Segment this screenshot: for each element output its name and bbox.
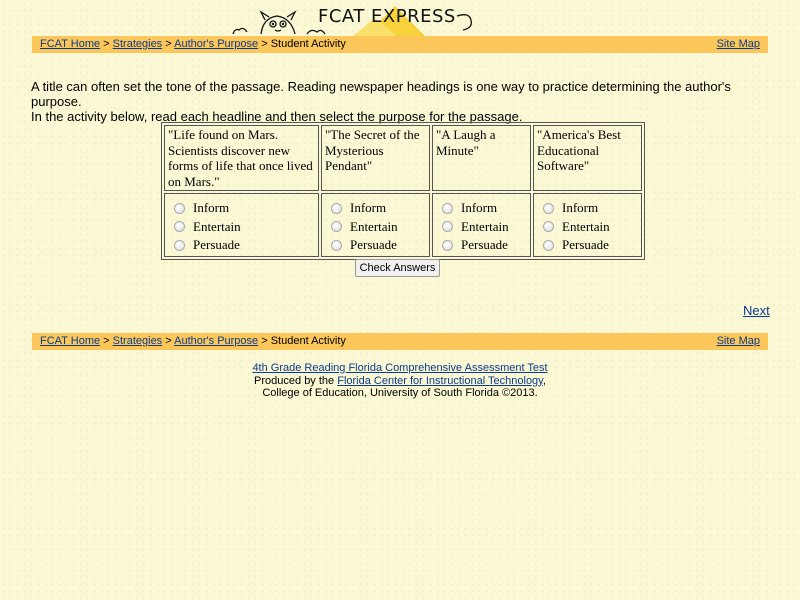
headline-cell-2: "The Secret of the Mysterious Pendant" [321,125,430,191]
option-entertain-1[interactable] [168,218,315,237]
headline-cell-3: "A Laugh a Minute" [432,125,531,191]
option-persuade-3[interactable] [436,236,527,255]
radio-button[interactable] [442,221,453,232]
breadcrumb-separator: > [165,335,175,347]
option-label: Persuade [461,237,508,253]
option-inform-1[interactable] [168,199,315,218]
breadcrumb [40,36,346,53]
radio-button[interactable] [543,203,554,214]
intro-line-1: A title can often set the tone of the passage. Reading newspaper headings is one way to practice determining the author's purpose. [31,79,731,109]
breadcrumb-link-strategies[interactable]: Strategies [112,38,163,50]
radio-button[interactable] [174,203,185,214]
option-label: Persuade [562,237,609,253]
radio-button[interactable] [331,203,342,214]
option-label: Entertain [350,218,398,234]
option-entertain-3[interactable] [436,218,527,237]
option-inform-2[interactable] [325,199,426,218]
next-link[interactable]: Next [743,303,770,318]
breadcrumb-link-authors-purpose[interactable]: Author's Purpose [174,38,259,50]
radio-button[interactable] [331,221,342,232]
breadcrumb-bar-top [32,36,768,53]
options-cell-2 [321,193,430,257]
option-persuade-2[interactable] [325,236,426,255]
fcit-link[interactable]: Florida Center for Instructional Technology [337,374,543,387]
options-cell-4 [533,193,642,257]
radio-button[interactable] [543,221,554,232]
headline-cell-1: "Life found on Mars. Scientists discover new forms of life that once lived on Mars." [164,125,319,191]
option-label: Inform [562,200,599,216]
radio-button[interactable] [174,240,185,251]
radio-button[interactable] [442,240,453,251]
option-persuade-4[interactable] [537,236,638,255]
option-label: Entertain [562,218,610,234]
breadcrumb-link-fcat-home[interactable]: FCAT Home [40,38,101,50]
option-label: Inform [461,200,498,216]
breadcrumb [40,333,346,350]
radio-button[interactable] [543,240,554,251]
breadcrumb-separator: > [261,38,271,50]
breadcrumb-separator: > [165,38,175,50]
site-map-link[interactable]: Site Map [716,335,760,347]
options-cell-1 [164,193,319,257]
option-inform-3[interactable] [436,199,527,218]
breadcrumb-link-fcat-home[interactable]: FCAT Home [40,335,101,347]
option-persuade-1[interactable] [168,236,315,255]
headline-cell-4: "America's Best Educational Software" [533,125,642,191]
footer-comma: , [542,374,546,387]
fcat-test-link[interactable]: 4th Grade Reading Florida Comprehensive Assessment Test [252,362,548,374]
option-inform-4[interactable] [537,199,638,218]
college-text: College of Education, University of South Florida ©2013. [262,387,538,399]
breadcrumb-separator: > [103,38,113,50]
breadcrumb-link-authors-purpose[interactable]: Author's Purpose [174,335,259,347]
page-footer [0,362,800,400]
radio-button[interactable] [331,240,342,251]
options-row [164,193,642,257]
breadcrumb-current: Student Activity [270,38,346,50]
intro-text [31,79,771,124]
breadcrumb-current: Student Activity [270,335,346,347]
breadcrumb-bar-bottom [32,333,768,350]
headline-quiz-table [161,122,645,260]
breadcrumb-separator: > [261,335,271,347]
check-answers-button[interactable]: Check Answers [355,259,440,277]
option-label: Persuade [193,237,240,253]
options-cell-3 [432,193,531,257]
radio-button[interactable] [174,221,185,232]
option-label: Persuade [350,237,397,253]
intro-line-2: In the activity below, read each headline and then select the purpose for the passage. [31,109,523,124]
option-label: Inform [193,200,230,216]
produced-by-text: Produced by the [254,374,338,387]
logo-title: FCAT EXPRESS [318,6,456,27]
option-label: Inform [350,200,387,216]
breadcrumb-link-strategies[interactable]: Strategies [112,335,163,347]
breadcrumb-separator: > [103,335,113,347]
option-label: Entertain [193,218,241,234]
option-entertain-2[interactable] [325,218,426,237]
headline-row [164,125,642,191]
radio-button[interactable] [442,203,453,214]
option-entertain-4[interactable] [537,218,638,237]
option-label: Entertain [461,218,509,234]
site-map-link[interactable]: Site Map [716,38,760,50]
